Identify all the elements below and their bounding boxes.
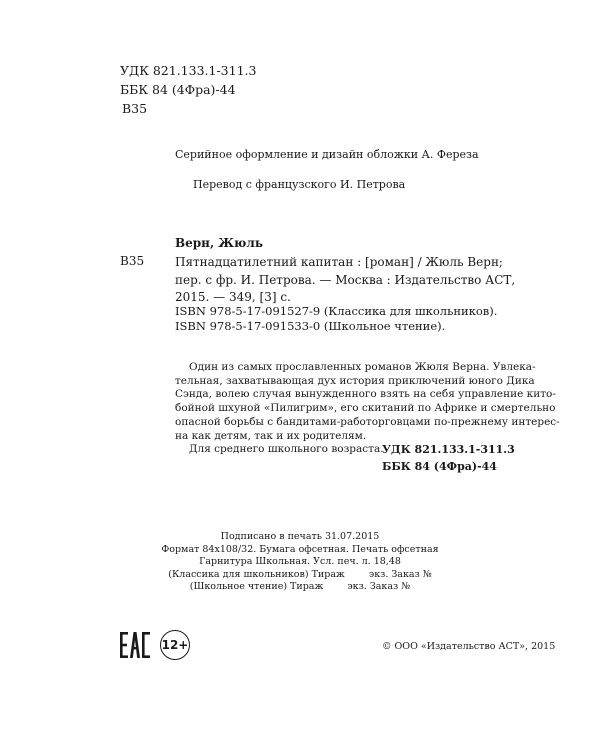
annotation-line: Для среднего школьного возраста.: [189, 443, 384, 456]
isbn-line: ISBN 978-5-17-091533-0 (Школьное чтение).: [175, 319, 446, 333]
record-codes: [382, 441, 515, 475]
udk-code: УДК 821.133.1-311.3: [120, 63, 257, 78]
record-udk: УДК 821.133.1-311.3: [382, 443, 515, 456]
bib-line: 2015. — 349, [3] с.: [175, 290, 291, 304]
isbn-block: [175, 304, 497, 334]
imprint-line: Подписано в печать 31.07.2015: [220, 531, 380, 542]
annotation-line: тельная, захватывающая дух история приключений юного Дика: [175, 374, 535, 387]
bibliographic-description: [175, 254, 515, 307]
eac-certification-icon: [120, 632, 150, 658]
isbn-line: ISBN 978-5-17-091527-9 (Классика для школьников).: [175, 304, 498, 318]
bib-line: Пятнадцатилетний капитан : [роман] / Жюль Верн;: [175, 255, 503, 269]
imprint-line: Гарнитура Школьная. Усл. печ. л. 18,48: [199, 556, 401, 567]
annotation-line: бойной шхуной «Пилигрим», его скитаний по Африке и смертельно: [175, 402, 556, 415]
annotation-line: Сэнда, волею случая вынужденного взять на себя управление кито-: [175, 388, 556, 401]
imprint-line: (Школьное чтение) Тираж экз. Заказ №: [189, 581, 411, 592]
record-author: Верн, Жюль: [175, 236, 263, 250]
record-bbk: ББК 84 (4Фра)-44: [382, 460, 497, 473]
printing-details: [0, 531, 600, 594]
imprint-line: (Классика для школьников) Тираж экз. Заказ №: [168, 568, 432, 580]
bib-line: пер. с фр. И. Петрова. — Москва : Издательство АСТ,: [175, 272, 516, 287]
bbk-code: ББК 84 (4Фра)-44: [120, 82, 236, 97]
annotation-line: на как детям, так и их родителям.: [175, 429, 367, 442]
imprint-line: Формат 84х108/32. Бумага офсетная. Печать офсетная: [161, 543, 439, 555]
annotation-line: Один из самых прославленных романов Жюля Верна. Увлека-: [189, 361, 536, 373]
age-rating-badge: 12+: [160, 630, 190, 660]
catalog-codes: [120, 61, 256, 118]
translation-credit: Перевод с французского И. Петрова: [193, 178, 406, 191]
annotation-line: опасной борьбы с бандитами-работорговцами по-прежнему интерес-: [175, 415, 560, 428]
design-credit: Серийное оформление и дизайн обложки А. Фереза: [175, 148, 479, 161]
author-mark: В35: [122, 101, 148, 116]
copyright: © ООО «Издательство АСТ», 2015: [382, 641, 556, 652]
record-signature: В35: [120, 254, 145, 268]
